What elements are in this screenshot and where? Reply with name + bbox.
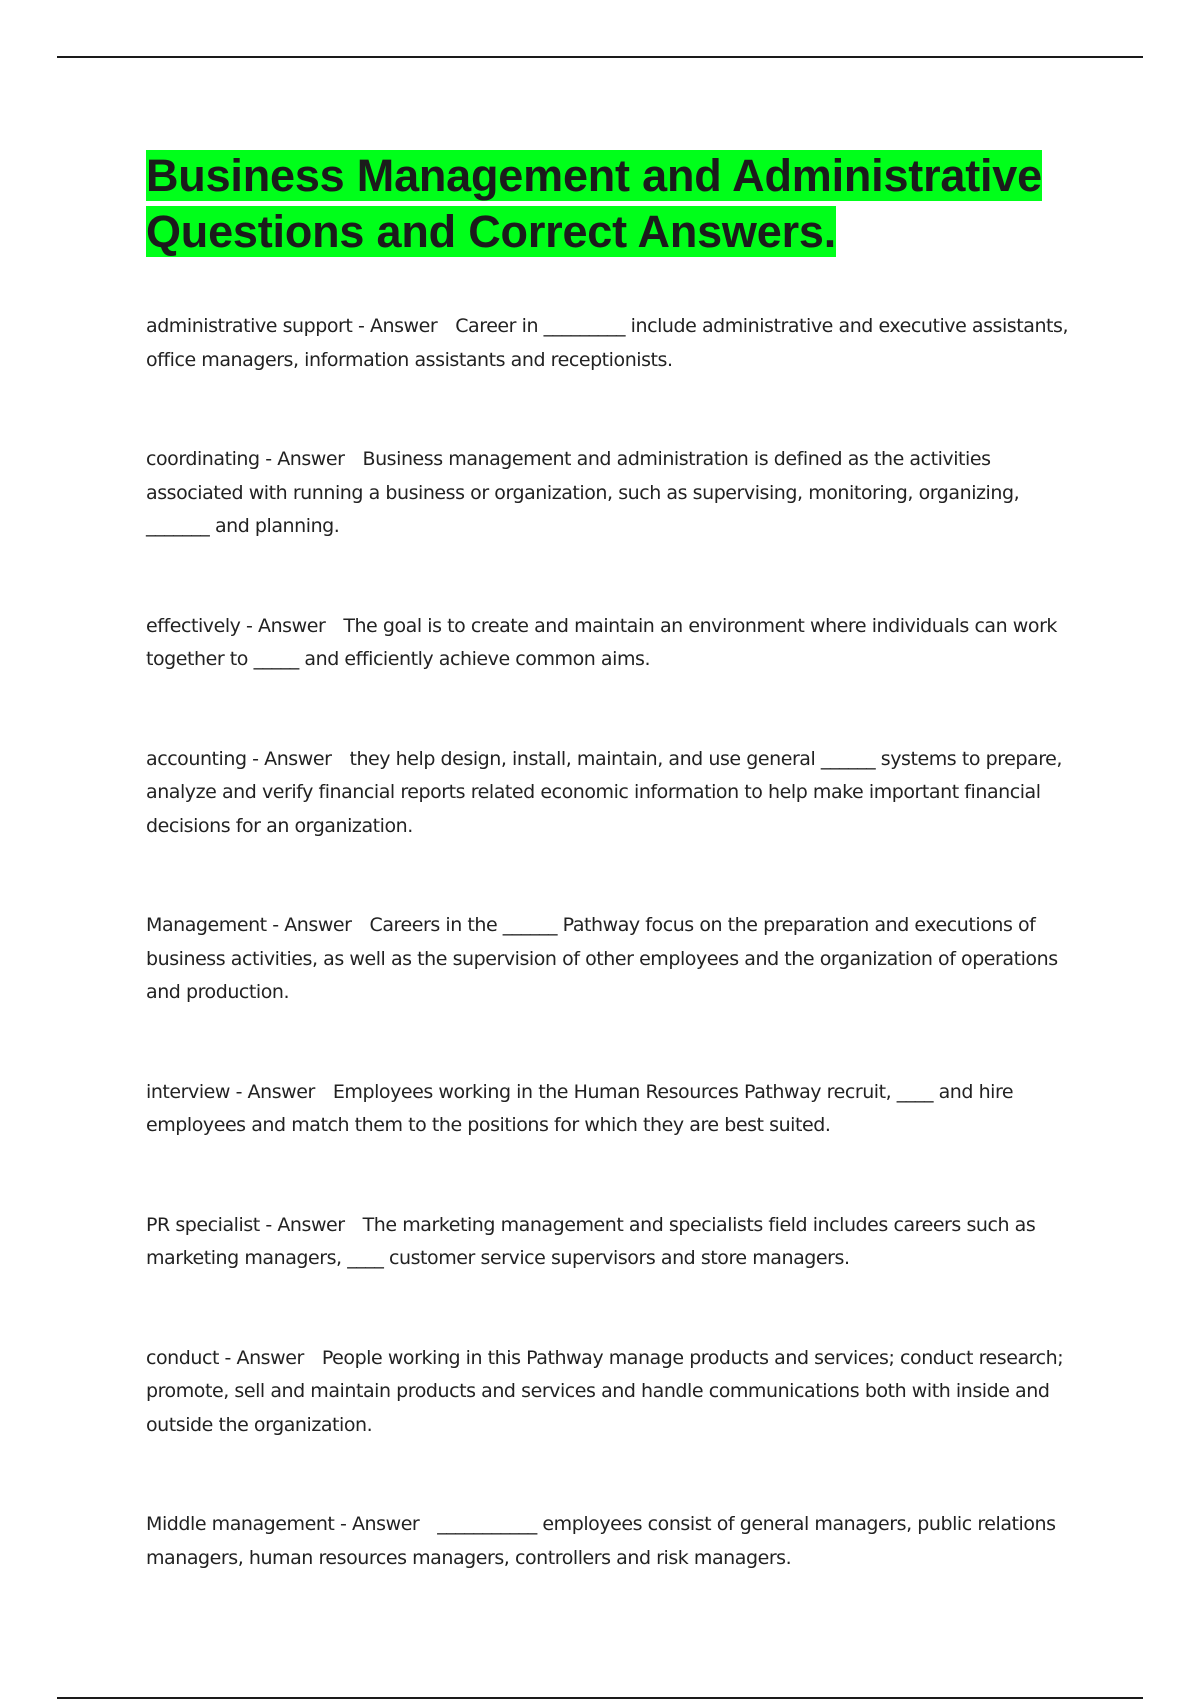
qa-question: ___________ employees consist of general managers, public relations managers, human resources managers, controllers and risk managers. [146, 1513, 1056, 1569]
qa-question: Career in _________ include administrative and executive assistants, office managers, information assistants and receptionists. [146, 315, 1069, 371]
qa-answer: PR specialist - Answer [146, 1213, 345, 1236]
qa-answer: administrative support - Answer [146, 315, 438, 337]
qa-question: The marketing management and specialists field includes careers such as marketing managers, ____ customer service supervisors and store managers. [146, 1213, 1036, 1269]
qa-answer: Management - Answer [146, 914, 352, 936]
qa-answer: effectively - Answer [146, 614, 326, 637]
qa-answer: accounting - Answer [146, 747, 332, 770]
qa-item [146, 1342, 1086, 1443]
document-title [146, 148, 1086, 260]
qa-question: Business management and administration is defined as the activities associated with running a business or organization, such as supervising, monitoring, organizing, _______ and planning. [146, 448, 1020, 537]
qa-question: they help design, install, maintain, and use general ______ systems to prepare, analyze and verify financial reports related economic information to help make important financial decisions for an organization. [146, 747, 1062, 837]
qa-list [146, 310, 1086, 1575]
qa-item [146, 743, 1086, 844]
qa-answer: Middle management - Answer [146, 1513, 420, 1535]
qa-item [146, 1508, 1086, 1575]
qa-question: The goal is to create and maintain an environment where individuals can work together to _____ and efficiently achieve common aims. [146, 614, 1057, 670]
top-rule [57, 56, 1143, 58]
qa-question: People working in this Pathway manage products and services; conduct research; promote, sell and maintain products and services and handle communications both with inside and outside the organization. [146, 1346, 1064, 1436]
qa-item [146, 1076, 1086, 1143]
qa-question: Careers in the ______ Pathway focus on the preparation and executions of business activities, as well as the supervision of other employees and the organization of operations and production. [146, 914, 1058, 1003]
qa-item [146, 310, 1086, 377]
qa-answer: coordinating - Answer [146, 448, 345, 470]
qa-answer: conduct - Answer [146, 1346, 304, 1369]
document-body [146, 148, 1086, 1641]
document-title-text: Business Management and Administrative Questions and Correct Answers. [146, 150, 1042, 257]
qa-item [146, 443, 1086, 544]
qa-answer: interview - Answer [146, 1080, 315, 1103]
qa-question: Employees working in the Human Resources Pathway recruit, ____ and hire employees and match them to the positions for which they are best suited. [146, 1080, 1014, 1136]
qa-item [146, 1209, 1086, 1276]
qa-item [146, 610, 1086, 677]
bottom-rule [57, 1697, 1143, 1699]
qa-item [146, 909, 1086, 1010]
